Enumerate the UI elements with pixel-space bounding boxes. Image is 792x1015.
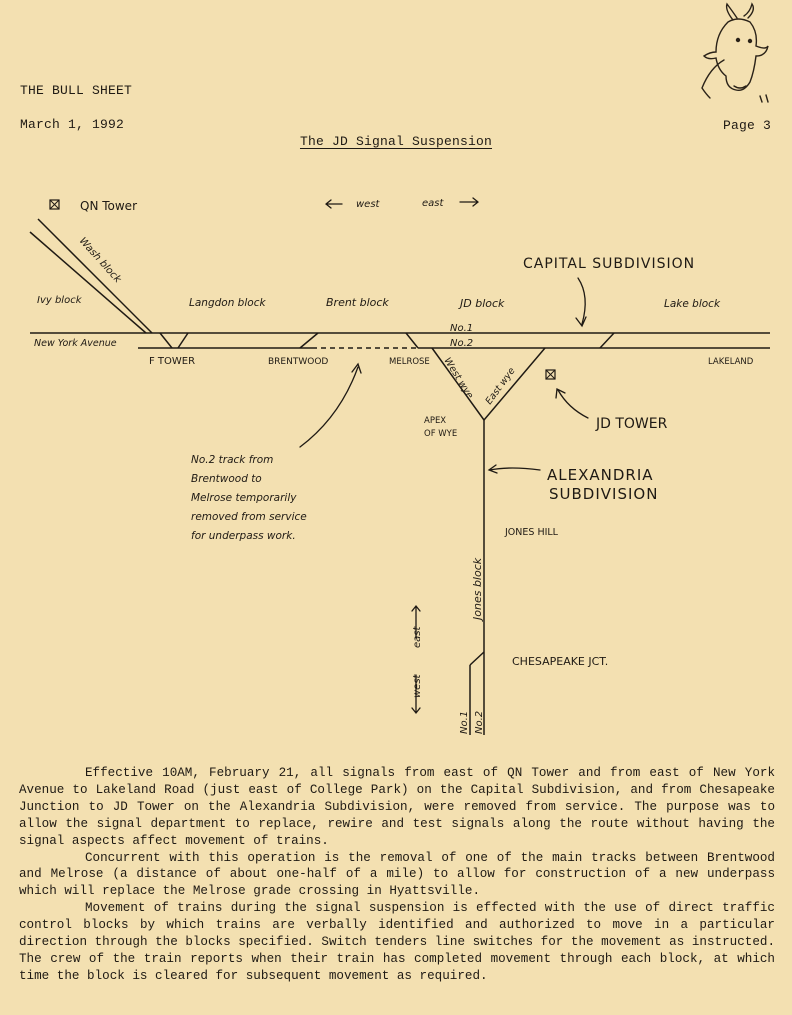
f-tower-label: F TOWER: [149, 356, 196, 367]
article-body: [19, 765, 775, 985]
wash-block-label: Wash block: [76, 235, 123, 286]
note-line-5: for underpass work.: [191, 530, 296, 542]
capital-subdivision-tracks: [30, 219, 770, 735]
note-line-4: removed from service: [191, 511, 307, 523]
compass-side-west: west: [412, 674, 423, 698]
wash-track-b: [38, 219, 152, 333]
capital-arrow: [576, 278, 586, 326]
jd-block-label: JD block: [460, 297, 505, 310]
west-wye-label: West wye: [441, 355, 476, 401]
paragraph-3: Movement of trains during the signal suspension is effected with the use of direct traffic control blocks by which trains are verbally identified and authorized to move in a particular direction through the blocks specified. Switch tenders line switches for the movement as instructed. The crew of the train reports when their train has completed movement through each block, at which time the block is cleared for subsequent movement as required.: [19, 901, 775, 983]
chesapeake-label: CHESAPEAKE JCT.: [512, 655, 609, 668]
apex-wye-label: [424, 416, 457, 439]
note-arrow: [300, 364, 361, 447]
track-no2-label: No.2: [450, 338, 474, 349]
jones-block-label: Jones block: [471, 557, 484, 620]
publication-title: THE BULL SHEET: [20, 83, 133, 98]
qn-tower-marker: [50, 200, 59, 209]
east-wye-label: East wye: [483, 365, 518, 407]
compass-side-east: east: [412, 626, 423, 648]
top-east-arrow: [460, 198, 478, 206]
track-no1-label: No.1: [450, 323, 474, 334]
alexandria-sub-line1: ALEXANDRIA: [547, 466, 654, 484]
article-title: The JD Signal Suspension: [299, 134, 493, 149]
note-text: [191, 454, 307, 542]
alexandria-arrow: [489, 465, 540, 473]
east-wye-track: [484, 348, 545, 420]
melrose-label: MELROSE: [389, 357, 430, 367]
compass-top-west: west: [356, 199, 380, 210]
apex-wye-line1: APEX: [424, 416, 447, 426]
ny-avenue-label: New York Avenue: [34, 338, 117, 349]
crossover-f-tower: [160, 333, 172, 348]
crossover-ftower-2: [178, 333, 188, 348]
note-line-2: Brentwood to: [191, 473, 262, 485]
note-line-3: Melrose temporarily: [191, 492, 297, 504]
crossover-melrose: [406, 333, 418, 348]
langdon-block-label: Langdon block: [189, 297, 266, 309]
side-no2-label: No.2: [474, 710, 485, 734]
side-no1-label: No.1: [459, 710, 470, 734]
brentwood-label: BRENTWOOD: [268, 357, 329, 367]
lake-block-label: Lake block: [664, 298, 721, 310]
apex-wye-line2: OF WYE: [424, 429, 458, 439]
jd-tower-label: JD TOWER: [596, 416, 668, 432]
compass-top-east: east: [422, 198, 444, 209]
qn-tower-label: QN Tower: [80, 199, 137, 213]
jd-tower-marker: [546, 370, 555, 379]
paragraph-2: Concurrent with this operation is the removal of one of the main tracks between Brentwood and Melrose (a distance of about one-half of a mile) to allow for construction of a new underpass which will replace the Melrose grade crossing in Hyattsville.: [19, 850, 775, 899]
jd-tower-arrow: [556, 389, 588, 418]
capital-subdivision-label: CAPITAL SUBDIVISION: [523, 256, 696, 272]
top-west-arrow: [326, 200, 342, 208]
issue-date: March 1, 1992: [20, 117, 125, 132]
lakeland-label: LAKELAND: [708, 357, 754, 367]
bull-logo: [702, 4, 768, 102]
crossover-lakeland: [600, 333, 614, 348]
paragraph-1: Effective 10AM, February 21, all signals from east of QN Tower and from east of New York Avenue to Lakeland Road (just east of College Park) on the Capital Subdivision, and from Chesapeake Junction to JD Tower on the Alexandria Subdivision, were removed from service. The purpose was to allow the signal department to replace, rewire and test signals along the route without having the signal aspects affect movement of trains.: [19, 766, 775, 848]
note-line-1: No.2 track from: [191, 454, 274, 466]
alexandria-sub-line2: SUBDIVISION: [549, 485, 659, 503]
arrows: [300, 198, 588, 713]
brent-block-label: Brent block: [326, 296, 389, 309]
ivy-block-label: Ivy block: [37, 295, 82, 306]
page-number: Page 3: [723, 118, 772, 133]
jones-hill-label: JONES HILL: [505, 527, 558, 538]
chesapeake-crossover: [470, 652, 484, 665]
crossover-brentwood: [300, 333, 318, 348]
